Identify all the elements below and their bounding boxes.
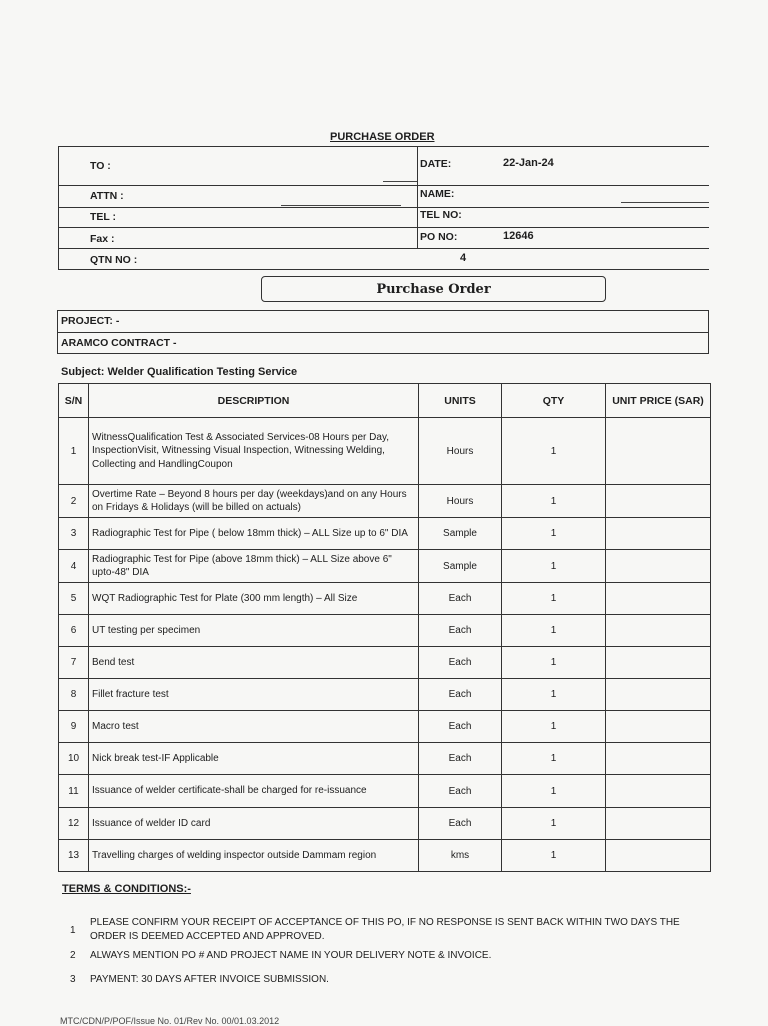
- row-units: Sample: [419, 518, 502, 550]
- row-qty: 1: [502, 679, 606, 711]
- items-table: [58, 383, 711, 872]
- row-qty: 1: [502, 418, 606, 485]
- table-row: [59, 485, 711, 518]
- row-qty: 1: [502, 583, 606, 615]
- row-qty: 1: [502, 518, 606, 550]
- row-unit-price: [606, 679, 711, 711]
- row-unit-price: [606, 647, 711, 679]
- row-units: Each: [419, 615, 502, 647]
- row-sn: 10: [59, 743, 89, 775]
- row-sn: 6: [59, 615, 89, 647]
- header-unit-price: UNIT PRICE (SAR): [606, 384, 711, 418]
- term-number: 2: [70, 950, 76, 961]
- row-sn: 7: [59, 647, 89, 679]
- row-unit-price: [606, 775, 711, 808]
- term-text: PAYMENT: 30 DAYS AFTER INVOICE SUBMISSION.: [90, 974, 329, 985]
- term-number: 3: [70, 974, 76, 985]
- row-description: Radiographic Test for Pipe ( below 18mm thick) – ALL Size up to 6" DIA: [89, 518, 419, 550]
- row-sn: 13: [59, 840, 89, 872]
- row-unit-price: [606, 550, 711, 583]
- row-units: Sample: [419, 550, 502, 583]
- project-box: [57, 310, 709, 354]
- project-label: PROJECT: -: [61, 315, 120, 327]
- row-sn: 9: [59, 711, 89, 743]
- term-text: PLEASE CONFIRM YOUR RECEIPT OF ACCEPTANCE OF THIS PO, IF NO RESPONSE IS SENT BACK WITHIN TWO DAYS THE ORDER IS DEEMED ACCEPTED AND APPROVED.: [90, 917, 680, 942]
- row-unit-price: [606, 808, 711, 840]
- row-qty: 1: [502, 550, 606, 583]
- term-item: [70, 949, 720, 965]
- row-units: Each: [419, 647, 502, 679]
- table-row: [59, 679, 711, 711]
- table-row: [59, 808, 711, 840]
- row-description: Issuance of welder ID card: [89, 808, 419, 840]
- row-description: Bend test: [89, 647, 419, 679]
- row-sn: 3: [59, 518, 89, 550]
- row-units: Each: [419, 743, 502, 775]
- table-row: [59, 615, 711, 647]
- document-title: PURCHASE ORDER: [330, 131, 435, 143]
- table-row: [59, 518, 711, 550]
- subject-line: Subject: Welder Qualification Testing Service: [61, 366, 298, 378]
- pono-label: PO NO:: [420, 231, 458, 243]
- row-sn: 12: [59, 808, 89, 840]
- row-unit-price: [606, 711, 711, 743]
- row-units: kms: [419, 840, 502, 872]
- term-item: [70, 973, 720, 989]
- table-row: [59, 583, 711, 615]
- row-sn: 4: [59, 550, 89, 583]
- fax-label: Fax :: [90, 233, 115, 245]
- table-header-row: [59, 384, 711, 418]
- row-unit-price: [606, 418, 711, 485]
- row-unit-price: [606, 518, 711, 550]
- row-unit-price: [606, 615, 711, 647]
- row-qty: 1: [502, 840, 606, 872]
- row-description: WitnessQualification Test & Associated Services-08 Hours per Day, InspectionVisit, Witnessing Visual Inspection, Witnessing Welding, Collecting and HandlingCoupon: [89, 418, 419, 485]
- header-qty: QTY: [502, 384, 606, 418]
- row-description: UT testing per specimen: [89, 615, 419, 647]
- attn-label: ATTN :: [90, 190, 124, 202]
- tel-label: TEL :: [90, 211, 117, 223]
- row-unit-price: [606, 583, 711, 615]
- row-sn: 8: [59, 679, 89, 711]
- terms-title: TERMS & CONDITIONS:-: [62, 883, 191, 895]
- telno-label: TEL NO:: [420, 209, 462, 221]
- table-row: [59, 775, 711, 808]
- row-sn: 5: [59, 583, 89, 615]
- row-units: Each: [419, 711, 502, 743]
- purchase-order-banner: Purchase Order: [261, 276, 606, 302]
- row-description: Nick break test-IF Applicable: [89, 743, 419, 775]
- row-units: Hours: [419, 418, 502, 485]
- row-units: Hours: [419, 485, 502, 518]
- footer-document-code: MTC/CDN/P/POF/Issue No. 01/Rev No. 00/01.03.2012: [60, 1016, 280, 1026]
- row-unit-price: [606, 485, 711, 518]
- name-label: NAME:: [420, 188, 455, 200]
- to-label: TO :: [90, 160, 111, 172]
- row-description: Issuance of welder certificate-shall be charged for re-issuance: [89, 775, 419, 808]
- row-description: Radiographic Test for Pipe (above 18mm thick) – ALL Size above 6" upto-48" DIA: [89, 550, 419, 583]
- header-description: DESCRIPTION: [89, 384, 419, 418]
- row-description: Fillet fracture test: [89, 679, 419, 711]
- header-units: UNITS: [419, 384, 502, 418]
- row-qty: 1: [502, 711, 606, 743]
- row-qty: 1: [502, 485, 606, 518]
- row-qty: 1: [502, 808, 606, 840]
- table-row: [59, 711, 711, 743]
- qtn-label: QTN NO :: [90, 254, 138, 266]
- row-units: Each: [419, 583, 502, 615]
- row-sn: 2: [59, 485, 89, 518]
- table-row: [59, 550, 711, 583]
- row-description: Overtime Rate – Beyond 8 hours per day (weekdays)and on any Hours on Fridays & Holidays (will be billed on actuals): [89, 485, 419, 518]
- pono-value: 12646: [503, 230, 534, 242]
- row-units: Each: [419, 808, 502, 840]
- qtn-value: 4: [460, 252, 467, 264]
- row-unit-price: [606, 840, 711, 872]
- row-units: Each: [419, 679, 502, 711]
- term-number: 1: [70, 925, 76, 936]
- date-value: 22-Jan-24: [503, 157, 554, 169]
- row-units: Each: [419, 775, 502, 808]
- table-row: [59, 418, 711, 485]
- row-description: WQT Radiographic Test for Plate (300 mm length) – All Size: [89, 583, 419, 615]
- row-description: Macro test: [89, 711, 419, 743]
- date-label: DATE:: [420, 158, 452, 170]
- row-qty: 1: [502, 775, 606, 808]
- contract-label: ARAMCO CONTRACT -: [58, 332, 708, 354]
- header-sn: S/N: [59, 384, 89, 418]
- row-qty: 1: [502, 615, 606, 647]
- term-item: [70, 916, 720, 946]
- row-sn: 1: [59, 418, 89, 485]
- row-unit-price: [606, 743, 711, 775]
- term-text: ALWAYS MENTION PO # AND PROJECT NAME IN YOUR DELIVERY NOTE & INVOICE.: [90, 950, 492, 961]
- table-row: [59, 647, 711, 679]
- row-qty: 1: [502, 647, 606, 679]
- table-row: [59, 743, 711, 775]
- row-qty: 1: [502, 743, 606, 775]
- row-description: Travelling charges of welding inspector outside Dammam region: [89, 840, 419, 872]
- table-row: [59, 840, 711, 872]
- row-sn: 11: [59, 775, 89, 808]
